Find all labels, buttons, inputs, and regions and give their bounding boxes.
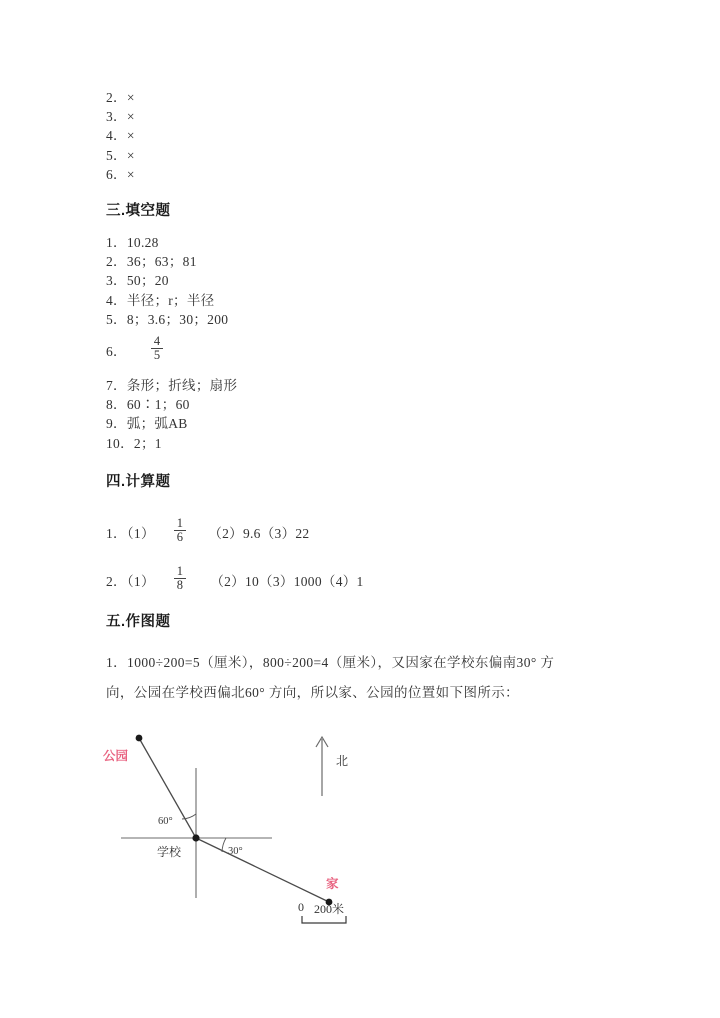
calculation-item-2 (106, 566, 364, 593)
direction-diagram (100, 706, 400, 946)
drawing-solution-line-2: 向，公园在学校西偏北60° 方向，所以家、公园的位置如下图所示： (106, 685, 520, 700)
list-item: 4．半径；r；半径 (106, 292, 215, 308)
fraction-1-over-8 (174, 565, 187, 592)
list-item: 8．60∶1；60 (106, 397, 190, 413)
angle-arc-30 (222, 838, 226, 852)
item-2-lead: 2．（1） (106, 573, 155, 589)
list-item: 5．8；3.6；30；200 (106, 311, 229, 327)
fraction-1-over-6 (174, 517, 187, 544)
label-school: 学校 (157, 845, 182, 859)
list-item: 1．10.28 (106, 235, 159, 250)
fraction-numerator: 4 (153, 334, 161, 348)
fill-blank-answer-list (106, 233, 228, 329)
point-school (192, 834, 199, 841)
point-park (136, 735, 143, 742)
drawing-solution-line-1: 1．1000÷200=5（厘米），800÷200=4（厘米），又因家在学校东偏南30° 方 (106, 655, 555, 670)
list-item: 10．2；1 (106, 435, 162, 451)
scale-label-value: 200米 (314, 902, 345, 916)
list-item: 5．× (106, 147, 135, 163)
fill-blank-answer-list-cont (106, 376, 237, 453)
list-item: 7．条形；折线；扇形 (106, 378, 238, 393)
label-park: 公园 (103, 749, 129, 763)
list-item: 6．× (106, 166, 135, 182)
fraction-4-over-5 (151, 335, 164, 362)
list-item: 4．× (106, 128, 135, 144)
section-heading-drawing: 五.作图题 (106, 614, 171, 630)
item-1-tail: （2）9.6（3）22 (208, 525, 310, 541)
fraction-numerator: 1 (176, 564, 184, 578)
section-heading-fill-blank: 三.填空题 (106, 203, 171, 219)
label-home: 家 (326, 877, 339, 891)
list-item: 3．× (106, 109, 135, 125)
list-item: 3．50；20 (106, 273, 169, 289)
list-item: 9．弧；弧AB (106, 416, 188, 432)
fraction-denominator: 6 (174, 530, 187, 544)
fraction-denominator: 5 (151, 348, 164, 362)
ray-to-home (196, 838, 329, 902)
item-1-lead: 1．（1） (106, 525, 155, 541)
item-2-tail: （2）10（3）1000（4）1 (210, 573, 364, 589)
scale-label-zero: 0 (298, 900, 304, 914)
list-item: 2．36；63；81 (106, 254, 197, 270)
section-heading-calculation: 四.计算题 (106, 474, 171, 490)
fill-blank-item-6 (106, 336, 163, 363)
true-false-answer-list (106, 88, 135, 184)
label-angle-60: 60° (158, 816, 173, 827)
item-6-lead: 6． (106, 343, 127, 359)
label-angle-30: 30° (228, 846, 243, 857)
scale-bar (302, 916, 346, 923)
label-north: 北 (336, 754, 349, 768)
fraction-denominator: 8 (174, 578, 187, 592)
list-item: 2．× (106, 90, 135, 105)
calculation-item-1 (106, 518, 310, 545)
diagram-svg (100, 706, 400, 946)
fraction-numerator: 1 (176, 516, 184, 530)
